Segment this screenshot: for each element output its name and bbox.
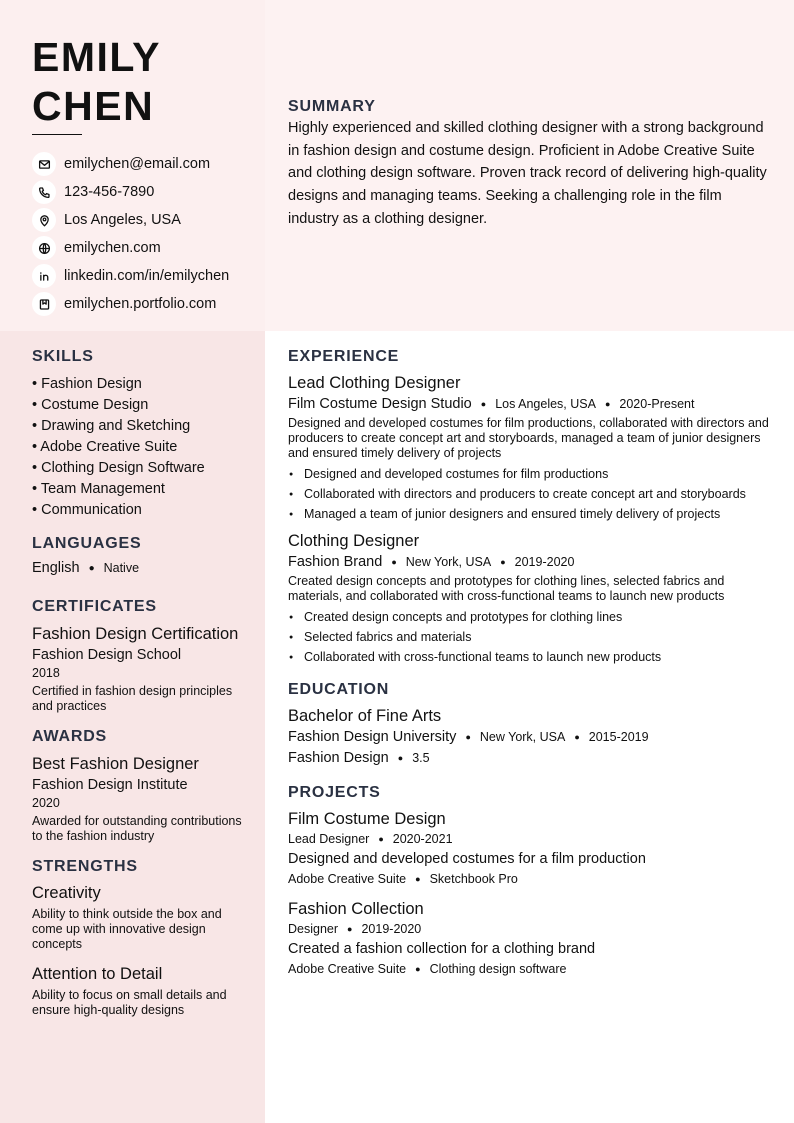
contact-website[interactable] xyxy=(32,234,262,262)
summary-text: Highly experienced and skilled clothing designer with a strong background in fashion design and costume design. Proficient in Adobe Creative Suite and clothing design software. Proven track record of delivering high-quality designs and managing teams. Seeking a challenging role in the film industry as a clothing designer. xyxy=(288,120,767,227)
certificate-description: Certified in fashion design principles and practices xyxy=(32,684,233,713)
project-tool: Adobe Creative Suite xyxy=(288,962,407,976)
bullet-item: ● Created design concepts and prototypes for clothing lines xyxy=(288,607,773,627)
bullet-item: ● Selected fabrics and materials xyxy=(288,627,773,647)
education-section xyxy=(288,681,773,766)
contact-location xyxy=(32,206,262,234)
project-role: Lead Designer xyxy=(288,832,370,846)
project-description: Created a fashion collection for a clothing brand xyxy=(288,941,596,957)
job-bullets xyxy=(288,464,773,524)
experience-heading: EXPERIENCE xyxy=(288,348,400,365)
award-name: Best Fashion Designer xyxy=(32,755,199,773)
experience-item xyxy=(288,532,773,667)
bullet-item: ● Collaborated with directors and producers to create concept art and storyboards xyxy=(288,484,773,504)
skill-item: • Costume Design xyxy=(32,397,149,413)
skill-item: • Drawing and Sketching xyxy=(32,418,191,434)
experience-item xyxy=(288,374,773,524)
education-meta xyxy=(288,729,773,745)
phone-icon xyxy=(32,180,56,204)
languages-heading: LANGUAGES xyxy=(32,535,142,552)
summary-heading: SUMMARY xyxy=(288,98,376,115)
bullet-item: ● Collaborated with cross-functional teams to launch new products xyxy=(288,647,773,667)
project-item xyxy=(288,900,773,976)
contact-website-text: emilychen.com xyxy=(64,240,161,256)
project-tools xyxy=(288,872,773,886)
education-dates: 2015-2019 xyxy=(588,730,649,744)
separator-dot: ● xyxy=(397,753,404,763)
projects-section xyxy=(288,784,773,976)
job-dates: 2020-Present xyxy=(619,397,695,411)
experience-section xyxy=(288,348,773,667)
portfolio-icon xyxy=(32,292,56,316)
bullet-item: ● Designed and developed costumes for film productions xyxy=(288,464,773,484)
contact-linkedin-text: linkedin.com/in/emilychen xyxy=(64,268,230,284)
name-divider xyxy=(32,134,82,135)
separator-dot: ● xyxy=(480,399,487,409)
strengths-section xyxy=(32,858,242,1018)
award-year: 2020 xyxy=(32,796,60,810)
project-dates: 2019-2020 xyxy=(361,922,422,936)
award-issuer: Fashion Design Institute xyxy=(32,777,188,793)
name-last: CHEN xyxy=(32,83,155,129)
job-title: Lead Clothing Designer xyxy=(288,374,461,392)
job-bullets xyxy=(288,607,773,667)
job-location: New York, USA xyxy=(405,555,492,569)
strength-description: Ability to focus on small details and ensure high-quality designs xyxy=(32,988,227,1017)
skill-item: • Fashion Design xyxy=(32,376,142,392)
location-icon xyxy=(32,208,56,232)
project-dates: 2020-2021 xyxy=(392,832,453,846)
bullet-item: ● Managed a team of junior designers and ensured timely delivery of projects xyxy=(288,504,773,524)
strength-name: Attention to Detail xyxy=(32,965,163,983)
project-tools xyxy=(288,962,773,976)
job-dates: 2019-2020 xyxy=(514,555,575,569)
summary-section xyxy=(288,98,768,231)
projects-heading: PROJECTS xyxy=(288,784,381,801)
company-name: Fashion Brand xyxy=(288,554,383,570)
separator-dot: ● xyxy=(347,924,353,934)
contact-email-text: emilychen@email.com xyxy=(64,156,211,172)
certificates-section xyxy=(32,598,242,714)
job-location: Los Angeles, USA xyxy=(495,397,596,411)
strengths-heading: STRENGTHS xyxy=(32,858,138,875)
globe-icon xyxy=(32,236,56,260)
strength-description: Ability to think outside the box and come up with innovative design concepts xyxy=(32,907,222,951)
contact-location-text: Los Angeles, USA xyxy=(64,212,181,228)
award-description: Awarded for outstanding contributions to the fashion industry xyxy=(32,814,242,843)
project-name: Fashion Collection xyxy=(288,900,424,918)
job-description: Designed and developed costumes for film productions, collaborated with directors and producers to create concept art and storyboards, managed a team of junior designers and ensured timely delivery of projects xyxy=(288,416,769,460)
certificate-name: Fashion Design Certification xyxy=(32,625,239,643)
skill-item: • Communication xyxy=(32,502,142,518)
strength-name: Creativity xyxy=(32,884,101,902)
project-tool: Adobe Creative Suite xyxy=(288,872,407,886)
skill-item: • Team Management xyxy=(32,481,165,497)
school-name: Fashion Design University xyxy=(288,729,457,745)
contact-phone[interactable] xyxy=(32,178,262,206)
language-item xyxy=(32,560,242,576)
awards-heading: AWARDS xyxy=(32,728,108,745)
education-heading: EDUCATION xyxy=(288,681,390,698)
skill-item: • Adobe Creative Suite xyxy=(32,439,178,455)
field-of-study: Fashion Design xyxy=(288,750,389,766)
project-meta xyxy=(288,832,773,846)
company-name: Film Costume Design Studio xyxy=(288,396,472,412)
project-name: Film Costume Design xyxy=(288,810,446,828)
separator-dot: ● xyxy=(391,557,397,567)
contact-email[interactable] xyxy=(32,150,262,178)
project-tool: Clothing design software xyxy=(429,962,567,976)
name-first: EMILY xyxy=(32,34,162,80)
degree-name: Bachelor of Fine Arts xyxy=(288,707,442,725)
job-meta xyxy=(288,396,773,412)
sidebar xyxy=(32,348,242,1018)
certificate-year: 2018 xyxy=(32,666,60,680)
job-title: Clothing Designer xyxy=(288,532,420,550)
main-content xyxy=(288,348,773,976)
project-description: Designed and developed costumes for a film production xyxy=(288,851,646,867)
separator-dot: ● xyxy=(574,732,580,742)
contact-phone-text: 123-456-7890 xyxy=(64,184,155,200)
job-description: Created design concepts and prototypes for clothing lines, selected fabrics and materials, and collaborated with cross-functional teams to launch new products xyxy=(288,574,725,603)
skills-section xyxy=(32,348,242,521)
project-role: Designer xyxy=(288,922,339,936)
language-name: English xyxy=(32,560,80,576)
mail-icon xyxy=(32,152,56,176)
separator-dot: ● xyxy=(465,732,471,742)
project-item xyxy=(288,810,773,886)
separator-dot: ● xyxy=(378,834,384,844)
contact-portfolio-text: emilychen.portfolio.com xyxy=(64,296,217,312)
project-meta xyxy=(288,922,773,936)
gpa-value: 3.5 xyxy=(412,751,430,765)
separator-dot: ● xyxy=(88,562,95,574)
contact-list xyxy=(32,150,262,318)
separator-dot: ● xyxy=(415,874,421,884)
linkedin-icon xyxy=(32,264,56,288)
candidate-name xyxy=(32,33,252,131)
languages-section xyxy=(32,535,242,576)
awards-section xyxy=(32,728,242,844)
certificates-heading: CERTIFICATES xyxy=(32,598,157,615)
school-location: New York, USA xyxy=(479,730,566,744)
contact-portfolio[interactable] xyxy=(32,290,262,318)
separator-dot: ● xyxy=(604,399,611,409)
contact-linkedin[interactable] xyxy=(32,262,262,290)
language-level: Native xyxy=(103,561,140,575)
skill-item: • Clothing Design Software xyxy=(32,460,205,476)
education-field-row xyxy=(288,750,773,766)
skills-heading: SKILLS xyxy=(32,348,94,365)
separator-dot: ● xyxy=(415,964,421,974)
project-tool: Sketchbook Pro xyxy=(429,872,518,886)
separator-dot: ● xyxy=(500,557,506,567)
job-meta xyxy=(288,554,773,570)
certificate-issuer: Fashion Design School xyxy=(32,647,182,663)
